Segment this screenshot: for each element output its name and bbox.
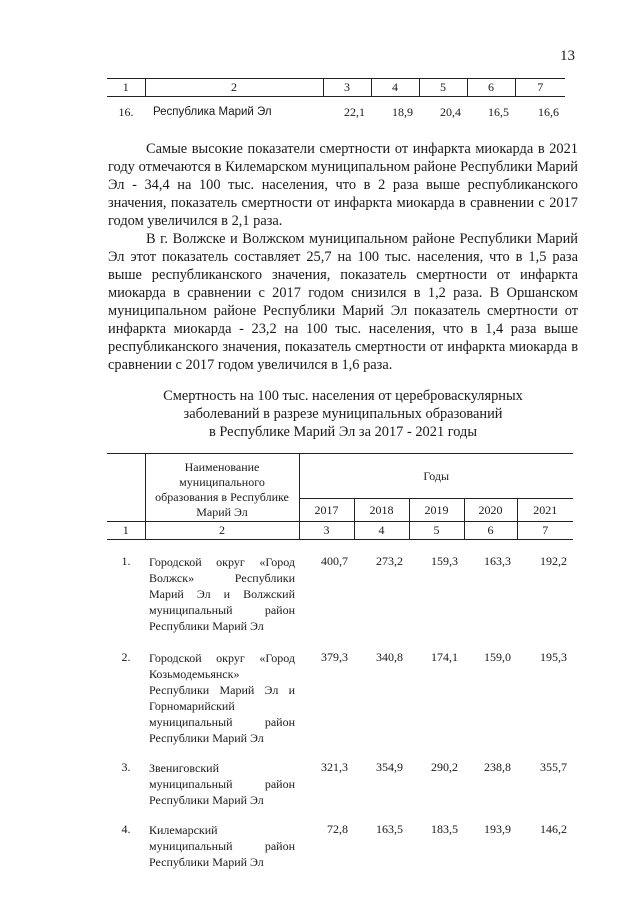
col-number: 3 xyxy=(299,522,354,540)
value-cell: 290,2 xyxy=(431,760,458,774)
value-cell: 146,2 xyxy=(540,822,567,836)
col-number: 2 xyxy=(145,522,299,540)
table-row xyxy=(107,650,573,746)
value-cell: 174,1 xyxy=(431,650,458,664)
col-number: 5 xyxy=(409,522,464,540)
year-header: 2018 xyxy=(354,499,409,522)
value-cell: 18,9 xyxy=(392,104,413,119)
year-header: 2017 xyxy=(299,499,354,522)
row-name: Республика Марий Эл xyxy=(153,106,272,118)
col-number: 4 xyxy=(371,79,419,97)
year-header: 2019 xyxy=(409,499,464,522)
col-number: 7 xyxy=(515,79,565,97)
row-number: 4. xyxy=(121,822,131,836)
value-cell: 321,3 xyxy=(321,760,348,774)
mortality-table xyxy=(107,453,573,872)
value-cell: 238,8 xyxy=(484,760,511,774)
years-header: Годы xyxy=(299,454,573,499)
row-name: Городской округ «Город Волжск» Республики Марий Эл и Волжский муниципальный район Республики Марий Эл xyxy=(149,555,295,633)
value-cell: 195,3 xyxy=(540,650,567,664)
col-number: 5 xyxy=(419,79,467,97)
table-row xyxy=(107,822,573,872)
table-caption xyxy=(108,387,578,441)
col-number: 3 xyxy=(323,79,371,97)
row-name: Килемарский муниципальный район Республики Марий Эл xyxy=(149,823,295,869)
col-number: 6 xyxy=(467,79,515,97)
col-number: 6 xyxy=(464,522,517,540)
name-header: Наименование муниципального образования в Республике Марий Эл xyxy=(145,454,299,522)
col-number: 4 xyxy=(354,522,409,540)
value-cell: 400,7 xyxy=(321,554,348,568)
page-number: 13 xyxy=(560,48,575,64)
row-number: 1. xyxy=(121,554,131,568)
year-header: 2021 xyxy=(517,499,573,522)
table-row xyxy=(107,554,573,640)
value-cell: 183,5 xyxy=(431,822,458,836)
column-number-row xyxy=(107,522,573,540)
row-name: Звениговский муниципальный район Республики Марий Эл xyxy=(149,761,295,807)
col-number: 2 xyxy=(145,79,323,97)
col-number: 7 xyxy=(517,522,573,540)
value-cell: 193,9 xyxy=(484,822,511,836)
value-cell: 22,1 xyxy=(344,104,365,119)
header-empty xyxy=(107,454,145,522)
value-cell: 355,7 xyxy=(540,760,567,774)
value-cell: 159,3 xyxy=(431,554,458,568)
row-number: 2. xyxy=(121,650,131,664)
value-cell: 340,8 xyxy=(376,650,403,664)
row-number: 16. xyxy=(118,104,134,119)
paragraph: Самые высокие показатели смертности от инфаркта миокарда в 2021 году отмечаются в Килемарском муниципальном районе Республики Марий Эл - 34,4 на 100 тыс. населения, что в 2 раза выше республиканского значения, показатель смертности от инфаркта миокарда в сравнении с 2017 годом увеличился в 2,1 раза. xyxy=(108,141,578,229)
value-cell: 72,8 xyxy=(327,822,348,836)
value-cell: 163,5 xyxy=(376,822,403,836)
value-cell: 16,5 xyxy=(488,104,509,119)
row-number: 3. xyxy=(121,760,131,774)
caption-line: в Республике Марий Эл за 2017 - 2021 годы xyxy=(208,424,478,440)
table-row xyxy=(107,760,573,810)
continuation-table xyxy=(107,78,565,127)
value-cell: 192,2 xyxy=(540,554,567,568)
col-number: 1 xyxy=(107,79,145,97)
table-row xyxy=(107,97,565,128)
value-cell: 163,3 xyxy=(484,554,511,568)
value-cell: 159,0 xyxy=(484,650,511,664)
paragraph: В г. Волжске и Волжском муниципальном районе Республики Марий Эл этот показатель составляет 25,7 на 100 тыс. населения, что в 1,5 раза выше республиканского значения, показатель смертности от инфаркта миокарда в сравнении с 2017 годом снизился в 1,2 раза. В Оршанском муниципальном районе Республики Марий Эл показатель смертности от инфаркта миокарда - 23,2 на 100 тыс. населения, что в 1,4 раза выше республиканского значения, показатель смертности от инфаркта миокарда в сравнении с 2017 годом увеличился в 1,6 раза. xyxy=(108,231,578,373)
value-cell: 354,9 xyxy=(376,760,403,774)
row-name: Городской округ «Город Козьмодемьянск» Республики Марий Эл и Горномарийский муниципальный район Республики Марий Эл xyxy=(149,651,295,745)
value-cell: 20,4 xyxy=(440,104,461,119)
caption-line: заболеваний в разрезе муниципальных образований xyxy=(183,406,503,422)
col-number: 1 xyxy=(107,522,145,540)
caption-line: Смертность на 100 тыс. населения от цереброваскулярных xyxy=(163,388,523,404)
year-header: 2020 xyxy=(464,499,517,522)
value-cell: 16,6 xyxy=(538,104,559,119)
column-number-row xyxy=(107,79,565,97)
value-cell: 379,3 xyxy=(321,650,348,664)
value-cell: 273,2 xyxy=(376,554,403,568)
